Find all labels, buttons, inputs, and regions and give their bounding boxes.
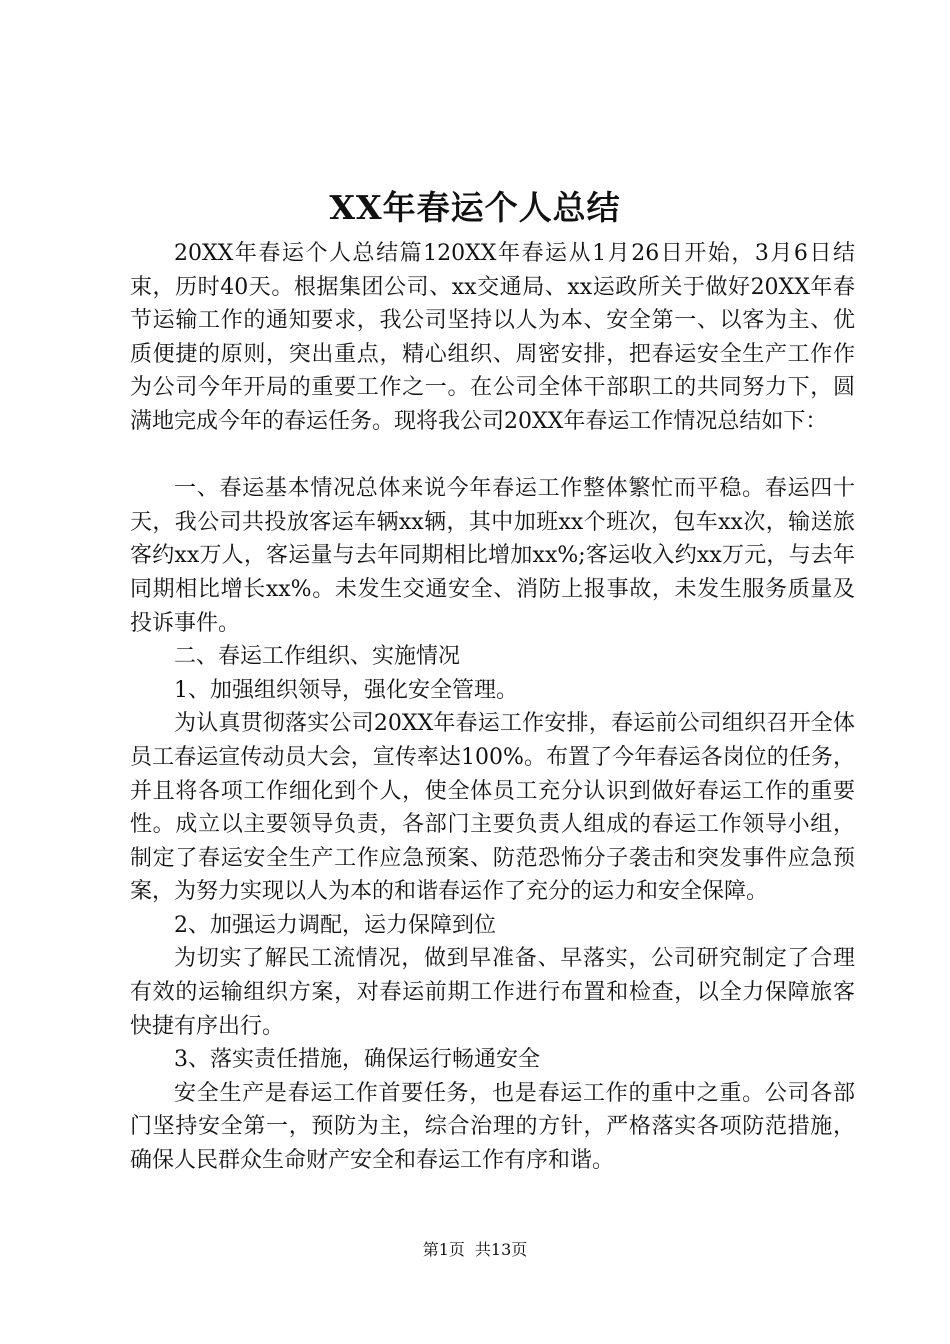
document-body (130, 237, 855, 1178)
paragraph-capacity: 为切实了解民工流情况，做到早准备、早落实，公司研究制定了合理有效的运输组织方案，对春运前期工作进行布置和检查，以全力保障旅客快捷有序出行。 (130, 946, 855, 1039)
subheading-capacity: 2、加强运力调配，运力保障到位 (174, 912, 496, 938)
paragraph-basic-situation: 一、春运基本情况总体来说今年春运工作整体繁忙而平稳。春运四十天，我公司共投放客运车辆xx辆，其中加班xx个班次，包车xx次，输送旅客约xx万人，客运量与去年同期相比增加xx%;客运收入约xx万元，与去年同期相比增长xx%。未发生交通安全、消防上报事故，未发生服务质量及投诉事件。 (130, 476, 855, 636)
page-total: 共13页 (474, 1240, 528, 1259)
heading-organization: 二、春运工作组织、实施情况 (174, 644, 461, 670)
paragraph-intro: 20XX年春运个人总结篇120XX年春运从1月26日开始，3月6日结束，历时40天。根据集团公司、xx交通局、xx运政所关于做好20XX年春节运输工作的通知要求，我公司坚持以人为本、安全第一、以客为主、优质便捷的原则，突出重点，精心组织、周密安排，把春运安全生产工作作为公司今年开局的重要工作之一。在公司全体干部职工的共同努力下，圆满地完成今年的春运任务。现将我公司20XX年春运工作情况总结如下： (130, 241, 855, 434)
paragraph-responsibility: 安全生产是春运工作首要任务，也是春运工作的重中之重。公司各部门坚持安全第一，预防为主，综合治理的方针，严格落实各项防范措施，确保人民群众生命财产安全和春运工作有序和谐。 (130, 1080, 855, 1174)
paragraph-leadership: 为认真贯彻落实公司20XX年春运工作安排，春运前公司组织召开全体员工春运宣传动员大会，宣传率达100%。布置了今年春运各岗位的任务，并且将各项工作细化到个人，使全体员工充分认识到做好春运工作的重要性。成立以主要领导负责，各部门主要负责人组成的春运工作领导小组，制定了春运安全生产工作应急预案、防范恐怖分子袭击和突发事件应急预案，为努力实现以人为本的和谐春运作了充分的运力和安全保障。 (130, 711, 855, 905)
subheading-leadership: 1、加强组织领导，强化安全管理。 (174, 677, 518, 703)
document-title: XX年春运个人总结 (329, 188, 621, 227)
subheading-responsibility: 3、落实责任措施，确保运行畅通安全 (174, 1047, 540, 1073)
page-footer (0, 1238, 950, 1262)
page-number: 第1页 (422, 1240, 465, 1259)
